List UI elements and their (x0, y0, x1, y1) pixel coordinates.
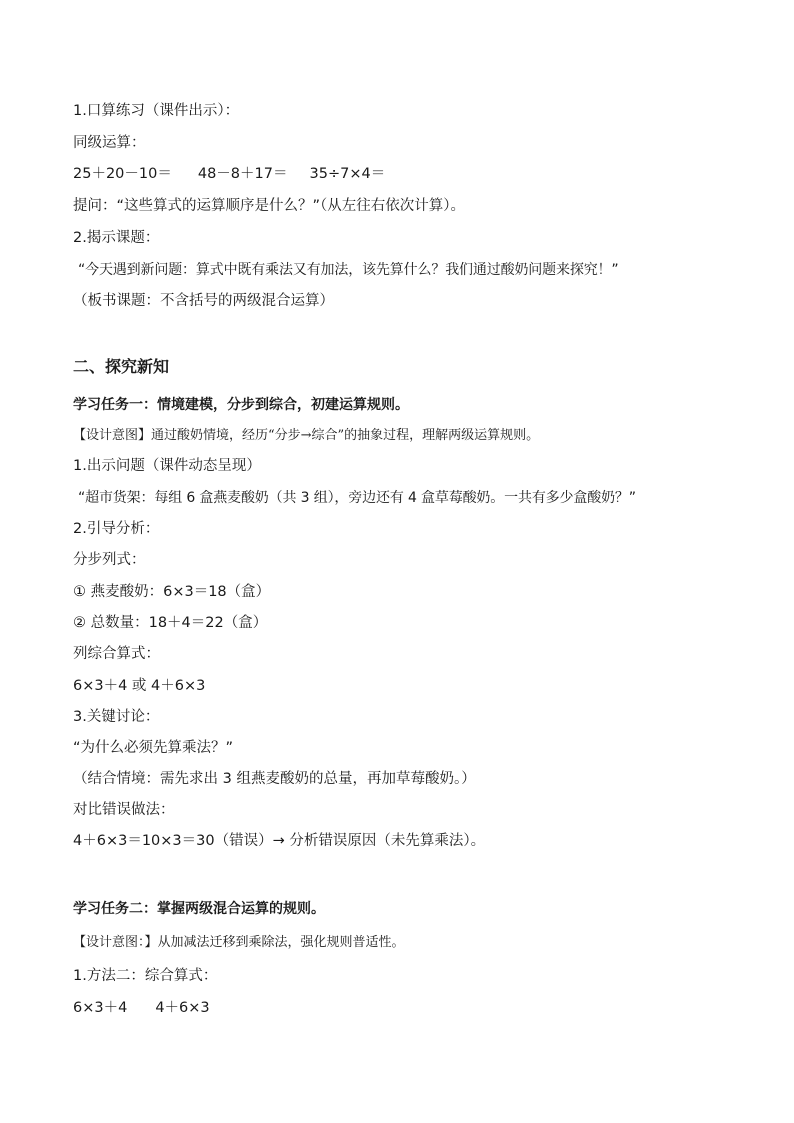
show-problem-heading: 1.出示问题（课件动态呈现） (73, 458, 261, 474)
context-explanation: （结合情境：需先求出 3 组燕麦酸奶的总量，再加草莓酸奶。） (73, 771, 476, 787)
oral-practice-heading: 1.口算练习（课件出示）： (73, 103, 240, 119)
design-intent-2: 【设计意图：】从加减法迁移到乘除法，强化规则普适性。 (73, 935, 405, 950)
key-discussion-heading: 3.关键讨论： (73, 709, 160, 725)
guide-analysis-heading: 2.引导分析： (73, 521, 160, 537)
wrong-method-example: 4＋6×3＝10×3＝30（错误）→ 分析错误原因（未先算乘法）。 (73, 833, 486, 849)
same-level-expressions (73, 164, 385, 184)
method-two-heading: 1.方法二：综合算式： (73, 968, 218, 984)
topic-quote: “今天遇到新问题：算式中既有乘法又有加法，该先算什么？我们通过酸奶问题来探究！” (78, 262, 619, 278)
combined-formulas: 6×3＋4 或 4＋6×3 (73, 678, 206, 694)
problem-quote: “超市货架：每组 6 盒燕麦酸奶（共 3 组），旁边还有 4 盒草莓酸奶。一共有多少盒酸奶？” (78, 490, 636, 506)
final-expressions (73, 998, 210, 1018)
same-level-label: 同级运算： (73, 135, 146, 151)
board-topic: （板书课题：不含括号的两级混合运算） (73, 293, 334, 309)
learning-task-1: 学习任务一：情境建模，分步到综合，初建运算规则。 (73, 397, 409, 413)
final-expression-2: 4＋6×3 (155, 1000, 210, 1016)
combined-formula-label: 列综合算式： (73, 646, 160, 662)
step-2: ② 总数量：18＋4＝22（盒） (73, 615, 268, 631)
section-heading: 二、探究新知 (73, 357, 170, 376)
expression-1: 25＋20－10＝ (73, 166, 172, 182)
discussion-quote: “为什么必须先算乘法？” (73, 740, 234, 756)
expression-3: 35÷7×4＝ (309, 166, 386, 182)
design-intent-1: 【设计意图】通过酸奶情境，经历“分步→综合”的抽象过程，理解两级运算规则。 (73, 428, 540, 443)
learning-task-2: 学习任务二：掌握两级混合运算的规则。 (73, 901, 325, 917)
final-expression-1: 6×3＋4 (73, 1000, 128, 1016)
expression-2: 48－8＋17＝ (197, 166, 288, 182)
question-line: 提问：“这些算式的运算顺序是什么？”（从左往右依次计算）。 (73, 198, 466, 214)
step-1: ① 燕麦酸奶：6×3＝18（盒） (73, 584, 271, 600)
step-formula-label: 分步列式： (73, 552, 146, 568)
reveal-topic-heading: 2.揭示课题： (73, 230, 160, 246)
wrong-method-label: 对比错误做法： (73, 802, 175, 818)
